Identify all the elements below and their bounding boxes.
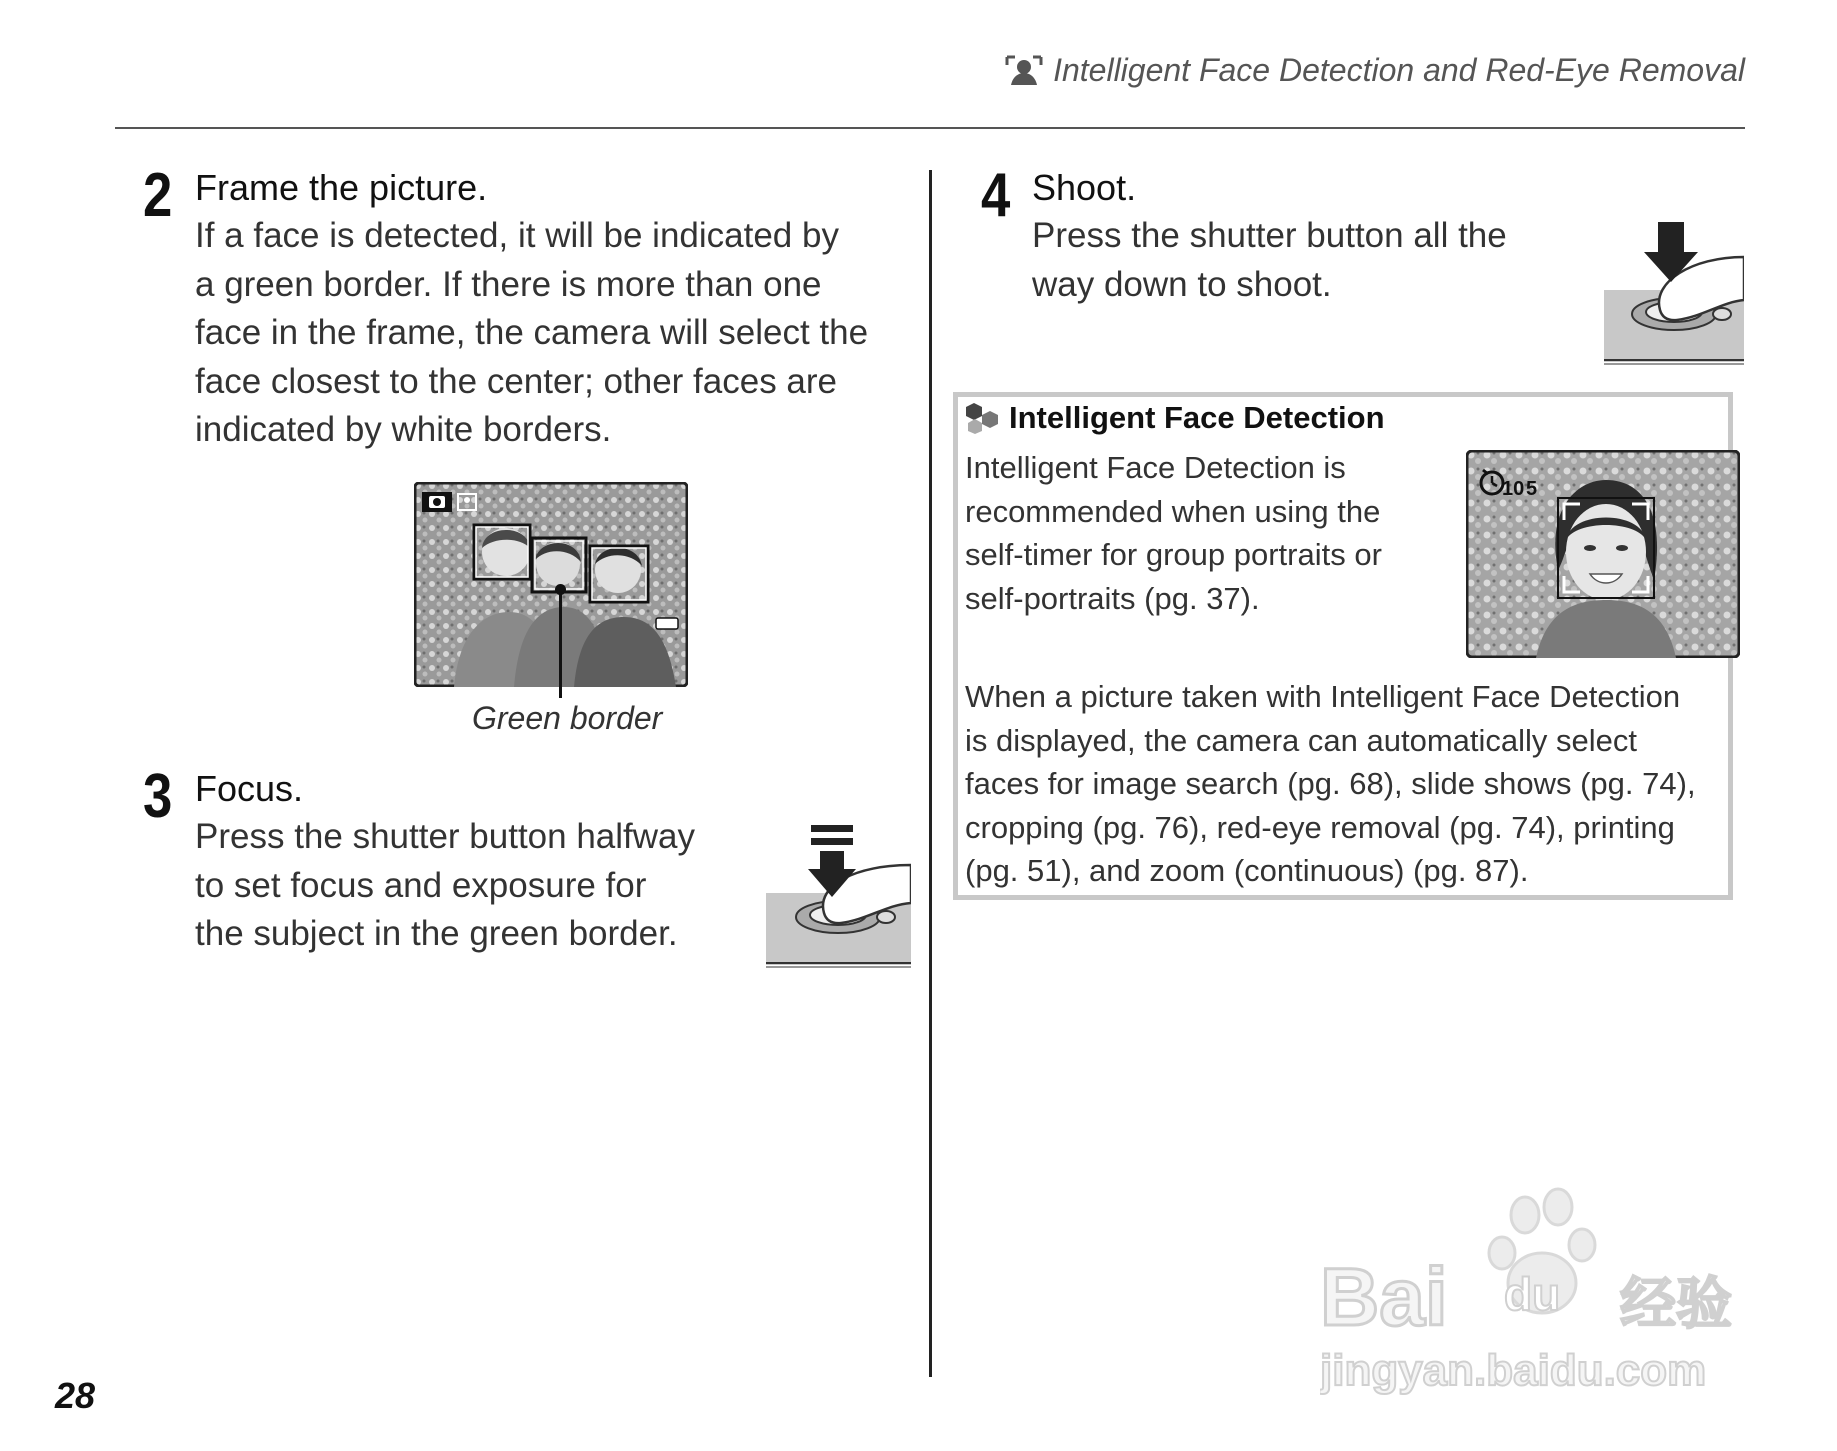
body-line: Press the shutter button halfway [195, 817, 695, 856]
body-line: face in the frame, the camera will select the [195, 313, 869, 352]
body-line: If a face is detected, it will be indicated by [195, 216, 839, 255]
baidu-watermark [1320, 1175, 1760, 1405]
note-title: Intelligent Face Detection [1009, 400, 1385, 435]
timer-label: 10 [1502, 478, 1525, 500]
header-rule [115, 127, 1745, 129]
shutter-half-press-icon [766, 825, 911, 970]
note-line: When a picture taken with Intelligent Face Detection [965, 679, 1681, 714]
running-head [1005, 52, 1745, 89]
lcd-self-portrait [1466, 450, 1740, 658]
step-4-number: 4 [981, 161, 1011, 230]
shutter-full-press-icon [1604, 222, 1744, 367]
note-line: self-portraits (pg. 37). [965, 580, 1260, 616]
figure-caption: Green border [472, 700, 663, 736]
body-line: Press the shutter button all the [1032, 216, 1507, 255]
column-divider [929, 170, 932, 1377]
face-detection-icon [1005, 55, 1043, 87]
body-line: to set focus and exposure for [195, 865, 647, 905]
note-title-row [965, 400, 1385, 436]
step-4-title: Shoot. [1032, 167, 1137, 208]
page-number: 28 [55, 1375, 96, 1416]
body-line: the subject in the green border. [195, 914, 678, 953]
note-line: recommended when using the [965, 493, 1381, 529]
step-3-body [195, 813, 695, 959]
note-line: faces for image search (pg. 68), slide shows (pg. 74), [965, 766, 1696, 801]
tip-icon [965, 401, 1003, 435]
step-4-body [1032, 212, 1507, 309]
note-line: self-timer for group portraits or [965, 537, 1382, 572]
svg-text:Bai: Bai [1320, 1252, 1448, 1343]
step-2-number: 2 [143, 161, 173, 230]
note-line: cropping (pg. 76), red-eye removal (pg. 74), printing [965, 809, 1675, 845]
svg-text:jingyan.baidu.com: jingyan.baidu.com [1320, 1346, 1707, 1395]
svg-text:5: 5 [1526, 478, 1538, 500]
body-line: face closest to the center; other faces are [195, 361, 838, 401]
caption-leader-dot [555, 584, 566, 595]
body-line: a green border. If there is more than one [195, 264, 822, 304]
lcd-group-photo [414, 482, 688, 687]
body-line: way down to shoot. [1032, 264, 1332, 304]
body-line: indicated by white borders. [195, 410, 612, 449]
svg-text:经验: 经验 [1620, 1272, 1732, 1337]
note-line: is displayed, the camera can automatically select [965, 722, 1637, 758]
note-line: Intelligent Face Detection is [965, 450, 1346, 485]
step-2-title: Frame the picture. [195, 167, 488, 208]
svg-text:du: du [1504, 1268, 1561, 1320]
step-3-number: 3 [143, 762, 173, 831]
note-intro [965, 446, 1382, 620]
caption-leader-line [559, 588, 562, 698]
running-head-title: Intelligent Face Detection and Red-Eye Removal [1053, 52, 1745, 88]
step-3-title: Focus. [195, 768, 304, 809]
note-body [965, 675, 1696, 893]
step-2-body [195, 212, 868, 455]
note-line: (pg. 51), and zoom (continuous) (pg. 87). [965, 853, 1529, 888]
